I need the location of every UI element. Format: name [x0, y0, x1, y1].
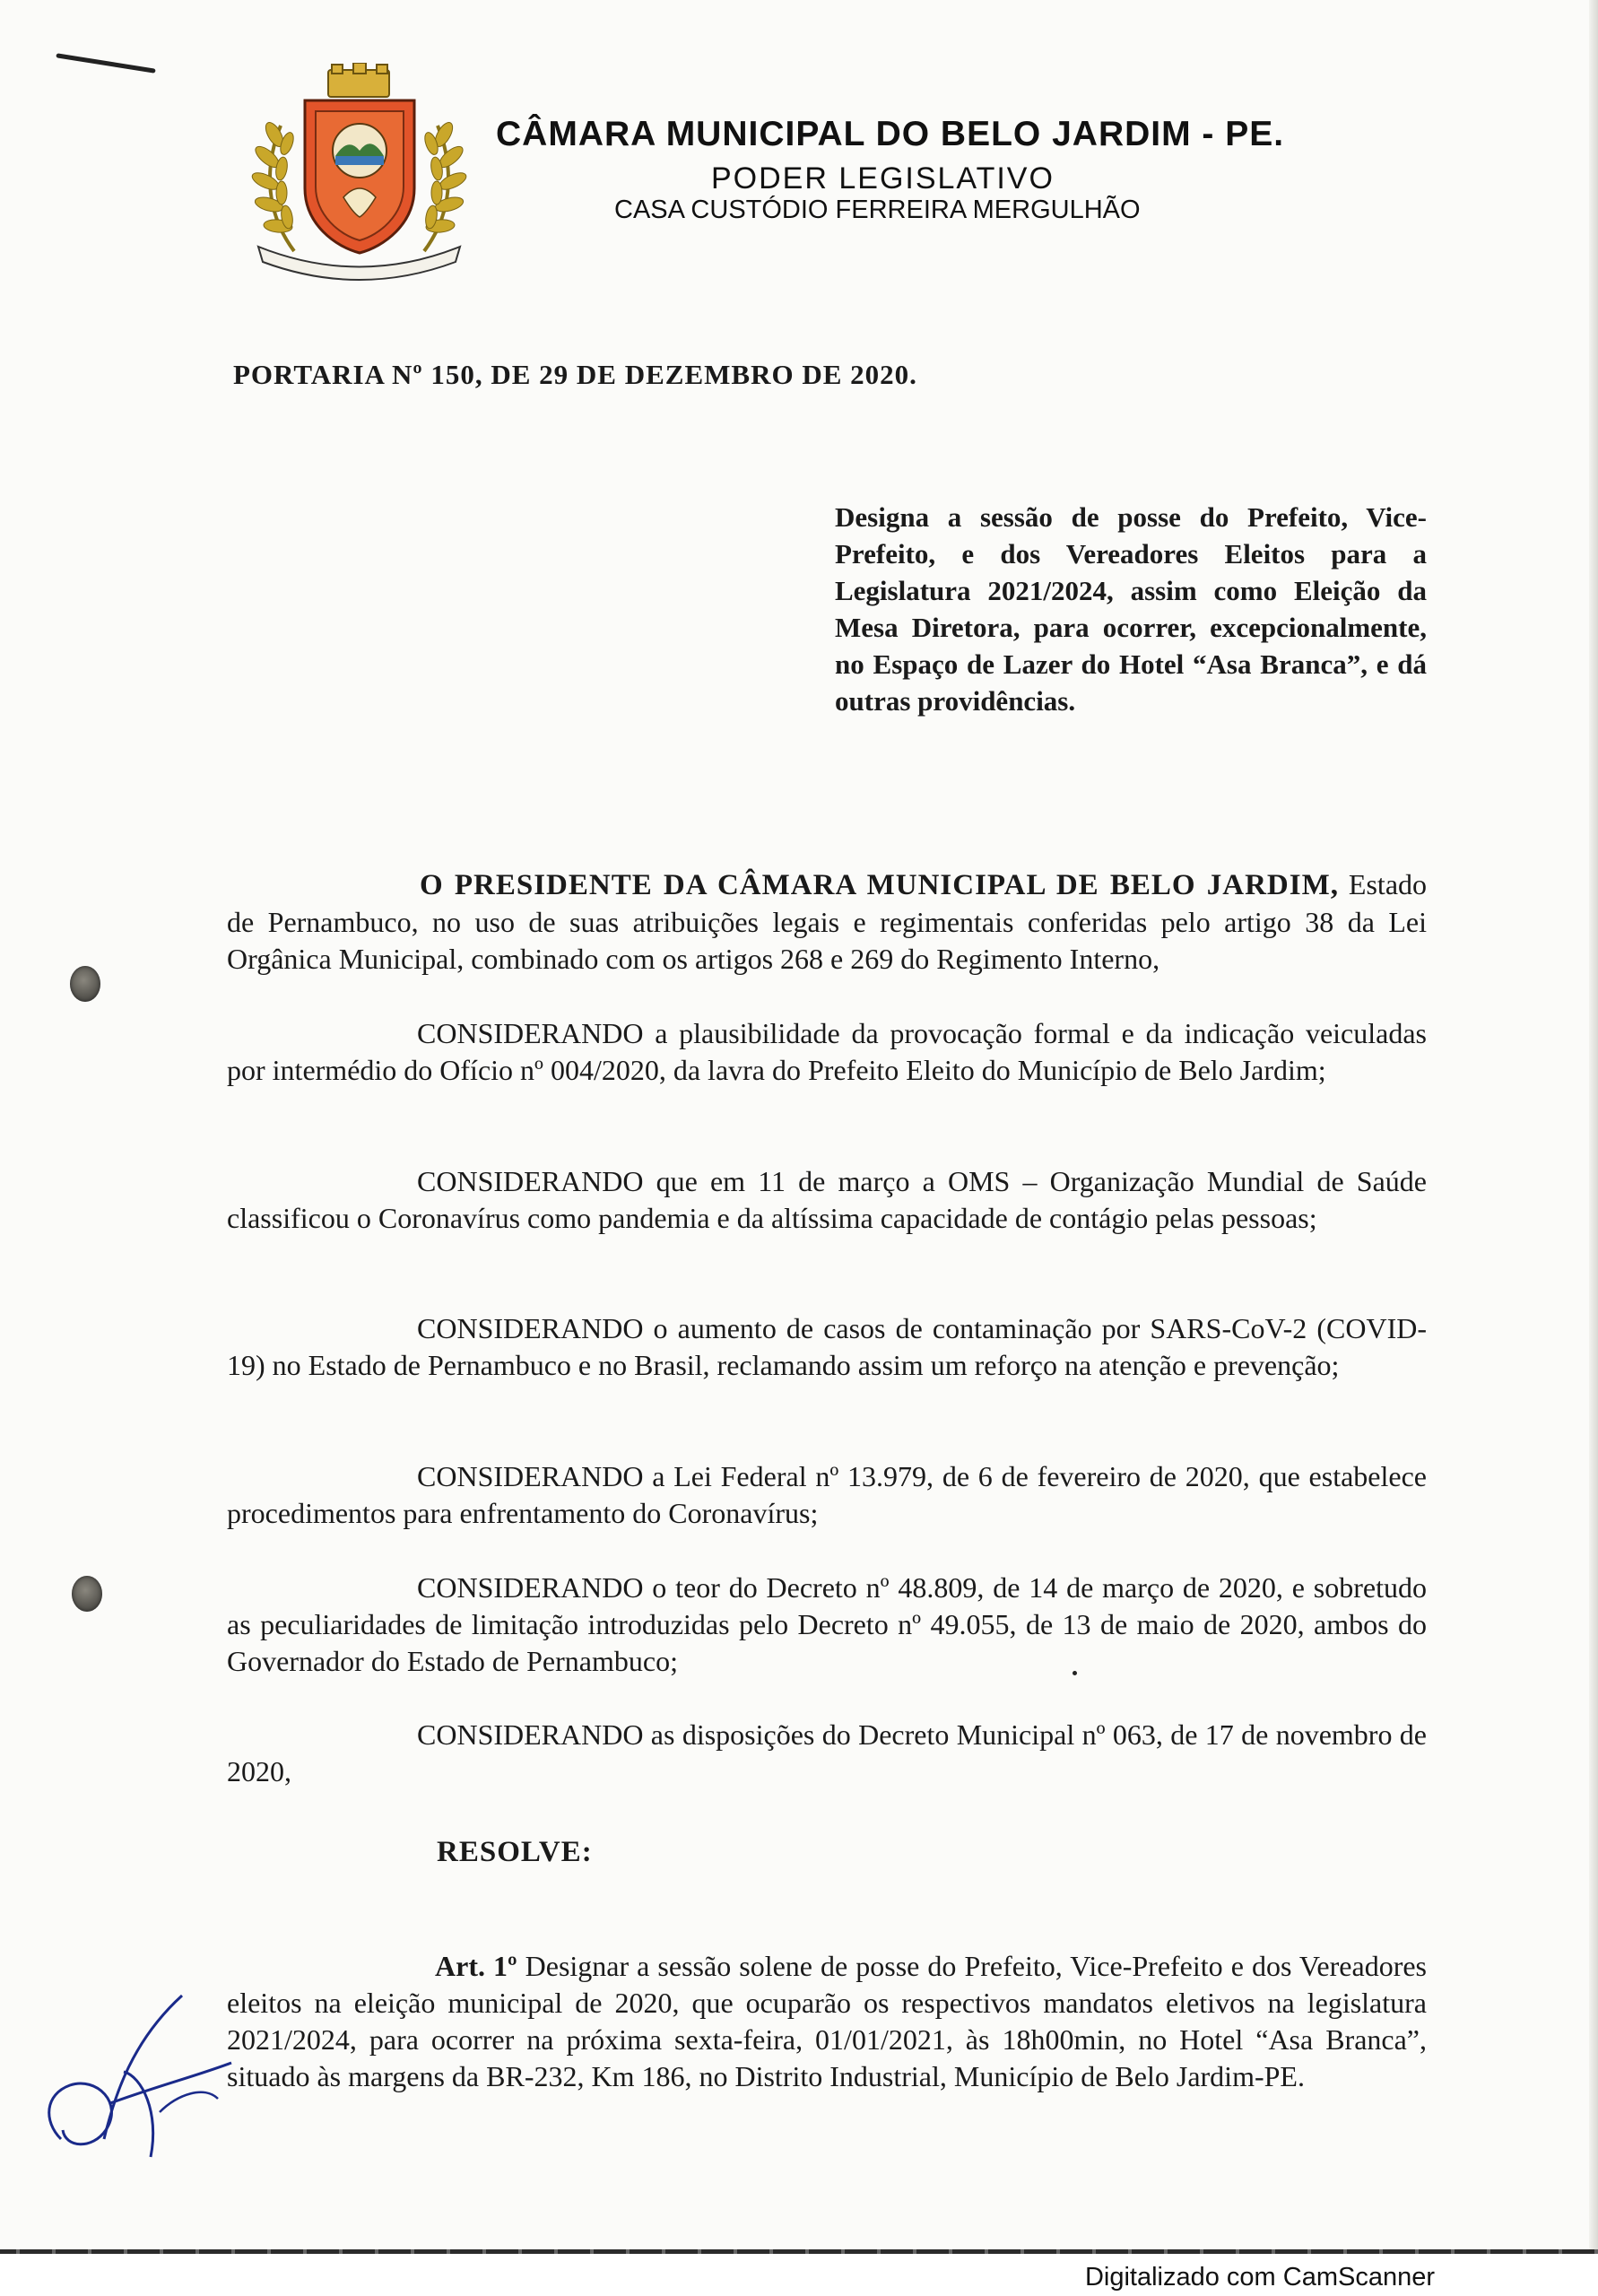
article-1-paragraph	[227, 1948, 1427, 2095]
municipal-crest-logo	[231, 63, 487, 283]
considerando-text: CONSIDERANDO o aumento de casos de contaminação por SARS-CoV-2 (COVID-19) no Estado de Pernambuco e no Brasil, reclamando assim um reforço na atenção e prevenção;	[227, 1312, 1427, 1381]
institution-subtitle: PODER LEGISLATIVO	[711, 161, 1055, 196]
considerando-paragraph	[227, 1458, 1427, 1532]
considerando-paragraph	[227, 1310, 1427, 1384]
scan-mark	[56, 53, 155, 73]
considerando-text: CONSIDERANDO a Lei Federal nº 13.979, de 6 de fevereiro de 2020, que estabelece procedimentos para enfrentamento do Coronavírus;	[227, 1460, 1427, 1529]
punch-hole	[72, 1576, 102, 1612]
institution-house-name: CASA CUSTÓDIO FERREIRA MERGULHÃO	[614, 196, 1141, 224]
considerando-text: CONSIDERANDO que em 11 de março a OMS – Organização Mundial de Saúde classificou o Coronavírus como pandemia e da altíssima capacidade de contágio pelas pessoas;	[227, 1165, 1427, 1234]
punch-hole	[70, 966, 100, 1002]
considerando-text: CONSIDERANDO as disposições do Decreto Municipal nº 063, de 17 de novembro de 2020,	[227, 1718, 1427, 1787]
considerando-paragraph	[227, 1570, 1427, 1680]
scanner-watermark-text: Digitalizado com CamScanner	[1084, 2263, 1435, 2292]
document-summary: Designa a sessão de posse do Prefeito, Vice-Prefeito, e dos Vereadores Eleitos para a Legislatura 2021/2024, assim como Eleição da Mesa Diretora, para ocorrer, excepcionalmente, no Espaço de Lazer do Hotel “Asa Branca”, e dá outras providências.	[835, 501, 1427, 717]
considerando-paragraph	[227, 1717, 1427, 1790]
considerando-text: CONSIDERANDO a plausibilidade da provocação formal e da indicação veiculadas por intermédio do Ofício nº 004/2020, da lavra do Prefeito Eleito do Município de Belo Jardim;	[227, 1017, 1427, 1086]
preamble-text: Estado de Pernambuco, no uso de suas atribuições legais e regimentais conferidas pelo artigo 38 da Lei Orgânica Municipal, combinado com os artigos 268 e 269 do Regimento Interno,	[227, 868, 1428, 975]
preamble-heading: O PRESIDENTE DA CÂMARA MUNICIPAL DE BELO JARDIM,	[420, 869, 1339, 901]
page-edge	[1589, 0, 1598, 2251]
resolve-heading: RESOLVE:	[437, 1836, 593, 1868]
institution-title: CÂMARA MUNICIPAL DO BELO JARDIM - PE.	[496, 115, 1285, 153]
stray-mark	[1073, 1671, 1077, 1675]
article-1-label: Art. 1º	[435, 1950, 517, 1982]
considerando-paragraph	[227, 1015, 1427, 1089]
considerando-text: CONSIDERANDO o teor do Decreto nº 48.809, de 14 de março de 2020, e sobretudo as peculiaridades de limitação introduzidas pelo Decreto nº 49.055, de 13 de maio de 2020, ambos do Governador do Estado de Pernambuco;	[227, 1571, 1427, 1677]
considerando-paragraph	[227, 1163, 1427, 1237]
preamble-paragraph	[227, 866, 1427, 978]
document-title: PORTARIA Nº 150, DE 29 DE DEZEMBRO DE 2020.	[233, 359, 917, 390]
handwritten-signature	[25, 1987, 236, 2161]
article-1-text: Designar a sessão solene de posse do Prefeito, Vice-Prefeito e dos Vereadores eleitos na eleição municipal de 2020, que ocuparão os respectivos mandatos eletivos na legislatura 2021/2024, para ocorrer na próxima sexta-feira, 01/01/2021, às 18h00min, no Hotel “Asa Branca”, situado às margens da BR-232, Km 186, no Distrito Industrial, Município de Belo Jardim-PE.	[227, 1950, 1428, 2092]
